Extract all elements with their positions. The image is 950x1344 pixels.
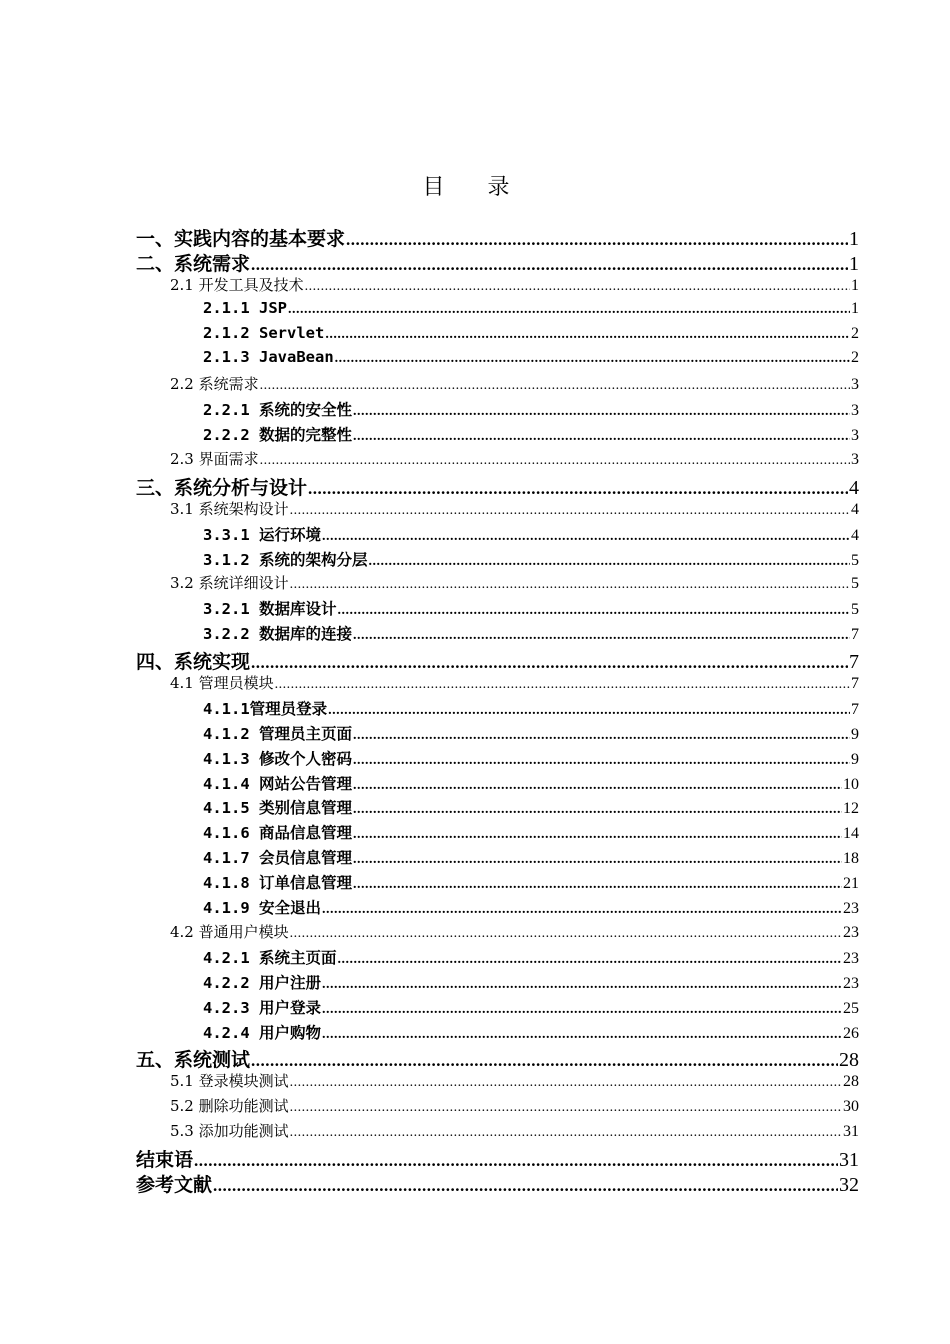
toc-page-number: 5: [851, 601, 859, 619]
toc-entry[interactable]: [136, 896, 859, 921]
toc-dot-leader: [335, 351, 850, 367]
table-of-contents: [136, 224, 859, 1195]
toc-dot-leader: [353, 827, 842, 843]
toc-entry-title: 一、实践内容的基本要求: [136, 228, 346, 249]
toc-entry[interactable]: [136, 249, 859, 274]
toc-page-number: 7: [851, 675, 859, 693]
toc-page-number: 12: [843, 800, 859, 818]
toc-entry[interactable]: [136, 1070, 859, 1095]
toc-entry-title: 参考文献: [136, 1173, 213, 1195]
toc-entry[interactable]: [136, 647, 859, 672]
toc-page-number: 14: [843, 825, 859, 843]
toc-entry-title: 2.1.2 Servlet: [203, 323, 325, 342]
toc-dot-leader: [322, 977, 842, 993]
toc-entry-title: 四、系统实现: [136, 651, 251, 673]
toc-page-number: 28: [839, 1049, 859, 1071]
toc-page-number: 4: [851, 500, 859, 518]
toc-entry-title: 2.1.1 JSP: [203, 298, 287, 317]
toc-page-number: 1: [851, 299, 859, 317]
toc-entry-title: 2.2 系统需求: [170, 375, 259, 394]
toc-page-number: 21: [843, 875, 859, 893]
toc-dot-leader: [353, 753, 850, 769]
toc-dot-leader: [353, 728, 850, 744]
toc-dot-leader: [338, 952, 843, 968]
toc-entry-title: 4.1.5 类别信息管理: [203, 799, 352, 818]
toc-page-number: 7: [851, 626, 859, 644]
toc-dot-leader: [322, 1027, 842, 1043]
toc-page-number: 23: [843, 923, 859, 941]
toc-dot-leader: [322, 902, 842, 918]
toc-entry[interactable]: [136, 772, 859, 797]
toc-page-number: 1: [849, 228, 859, 249]
toc-entry[interactable]: [136, 971, 859, 996]
toc-page-number: 7: [849, 651, 859, 673]
toc-entry-title: 2.2.1 系统的安全性: [203, 401, 352, 420]
toc-dot-leader: [322, 529, 850, 545]
toc-entry-title: 4.1.8 订单信息管理: [203, 874, 352, 893]
toc-dot-leader: [353, 404, 850, 420]
toc-dot-leader: [353, 429, 850, 445]
toc-entry[interactable]: [136, 846, 859, 871]
toc-entry[interactable]: [136, 1045, 859, 1070]
toc-entry-title: 3.2.2 数据库的连接: [203, 625, 352, 644]
toc-page-number: 23: [843, 949, 859, 967]
toc-page-number: 25: [843, 999, 859, 1017]
toc-entry[interactable]: [136, 299, 859, 324]
toc-dot-leader: [353, 852, 842, 868]
toc-dot-leader: [290, 1125, 842, 1141]
toc-entry[interactable]: [136, 871, 859, 896]
toc-page-number: 3: [851, 376, 859, 394]
toc-entry[interactable]: [136, 622, 859, 647]
toc-entry-title: 4.2.2 用户注册: [203, 973, 321, 992]
toc-entry-title: 三、系统分析与设计: [136, 476, 308, 498]
toc-entry-title: 2.2.2 数据的完整性: [203, 426, 352, 445]
toc-page-number: 23: [843, 974, 859, 992]
toc-dot-leader: [288, 302, 850, 318]
toc-entry[interactable]: [136, 423, 859, 448]
toc-entry[interactable]: [136, 572, 859, 597]
toc-entry-title: 5.3 添加功能测试: [170, 1122, 289, 1141]
toc-dot-leader: [290, 577, 850, 593]
toc-title: 目 录: [422, 175, 528, 200]
toc-entry[interactable]: [136, 672, 859, 697]
toc-entry-title: 4.1.2 管理员主页面: [203, 724, 352, 743]
toc-dot-leader: [275, 677, 850, 693]
toc-page-number: 26: [843, 1024, 859, 1042]
toc-entry-title: 4.1.6 商品信息管理: [203, 824, 352, 843]
toc-entry-title: 5.1 登录模块测试: [170, 1072, 289, 1091]
toc-entry[interactable]: [136, 1021, 859, 1046]
toc-dot-leader: [290, 926, 842, 942]
toc-entry[interactable]: [136, 1095, 859, 1120]
toc-dot-leader: [338, 603, 851, 619]
toc-dot-leader: [290, 1075, 842, 1091]
toc-entry[interactable]: [136, 747, 859, 772]
toc-entry[interactable]: [136, 722, 859, 747]
toc-entry[interactable]: [136, 224, 859, 249]
toc-page-number: 31: [839, 1148, 859, 1170]
toc-entry[interactable]: [136, 697, 859, 722]
toc-dot-leader: [260, 453, 850, 469]
toc-page-number: 7: [851, 700, 859, 718]
toc-page-number: 9: [851, 750, 859, 768]
toc-entry[interactable]: [136, 523, 859, 548]
toc-entry-title: 3.2 系统详细设计: [170, 574, 289, 593]
toc-dot-leader: [194, 1151, 838, 1170]
toc-entry-title: 3.3.1 运行环境: [203, 525, 321, 544]
toc-dot-leader: [251, 1051, 838, 1070]
toc-entry-title: 3.1 系统架构设计: [170, 499, 289, 518]
toc-dot-leader: [308, 479, 848, 498]
toc-entry[interactable]: [136, 821, 859, 846]
toc-page-number: 2: [851, 324, 859, 342]
toc-page-number: 9: [851, 725, 859, 743]
toc-entry-title: 2.1 开发工具及技术: [170, 275, 304, 294]
toc-entry-title: 五、系统测试: [136, 1049, 251, 1071]
toc-dot-leader: [369, 554, 851, 570]
toc-entry[interactable]: [136, 324, 859, 349]
toc-entry[interactable]: [136, 348, 859, 373]
toc-entry[interactable]: [136, 448, 859, 473]
toc-page-number: 18: [843, 850, 859, 868]
toc-entry-title: 4.2.1 系统主页面: [203, 948, 337, 967]
toc-entry[interactable]: [136, 1170, 859, 1195]
toc-entry-title: 3.1.2 系统的架构分层: [203, 550, 368, 569]
toc-dot-leader: [353, 778, 842, 794]
toc-page-number: 5: [851, 575, 859, 593]
toc-entry-title: 3.2.1 数据库设计: [203, 600, 337, 619]
toc-page-number: 30: [843, 1098, 859, 1116]
toc-entry-title: 4.2 普通用户模块: [170, 922, 289, 941]
toc-entry[interactable]: [136, 1145, 859, 1170]
toc-entry[interactable]: [136, 274, 859, 299]
toc-entry-title: 结束语: [136, 1148, 194, 1170]
toc-page-number: 4: [849, 476, 859, 498]
toc-dot-leader: [325, 327, 850, 343]
toc-dot-leader: [251, 255, 848, 274]
toc-dot-leader: [353, 877, 842, 893]
toc-entry[interactable]: [136, 473, 859, 498]
toc-page-number: 28: [843, 1073, 859, 1091]
toc-entry[interactable]: [136, 548, 859, 573]
toc-page-number: 32: [839, 1173, 859, 1195]
toc-page-number: 1: [849, 252, 859, 274]
toc-entry-title: 2.3 界面需求: [170, 450, 259, 469]
toc-dot-leader: [290, 503, 850, 519]
toc-page-number: 2: [851, 349, 859, 367]
toc-page-number: 4: [851, 526, 859, 544]
toc-dot-leader: [346, 230, 848, 249]
toc-page-number: 5: [851, 551, 859, 569]
toc-dot-leader: [328, 703, 850, 719]
toc-entry[interactable]: [136, 498, 859, 523]
toc-entry[interactable]: [136, 1120, 859, 1145]
toc-dot-leader: [305, 279, 850, 295]
toc-entry-title: 2.1.3 JavaBean: [203, 348, 334, 367]
toc-page-number: 31: [843, 1123, 859, 1141]
toc-dot-leader: [353, 802, 842, 818]
toc-entry-title: 4.1.7 会员信息管理: [203, 849, 352, 868]
toc-dot-leader: [353, 628, 850, 644]
toc-page-number: 23: [843, 900, 859, 918]
toc-entry[interactable]: [136, 796, 859, 821]
toc-page-number: 1: [851, 276, 859, 294]
toc-entry-title: 4.1.1管理员登录: [203, 699, 328, 718]
toc-page-number: 3: [851, 402, 859, 420]
toc-entry[interactable]: [136, 398, 859, 423]
toc-dot-leader: [290, 1100, 842, 1116]
toc-dot-leader: [260, 378, 850, 394]
toc-entry-title: 4.1.9 安全退出: [203, 899, 321, 918]
toc-dot-leader: [322, 1002, 842, 1018]
toc-entry-title: 4.1.4 网站公告管理: [203, 774, 352, 793]
toc-entry[interactable]: [136, 946, 859, 971]
toc-entry[interactable]: [136, 373, 859, 398]
toc-page-number: 3: [851, 451, 859, 469]
toc-dot-leader: [213, 1176, 838, 1195]
toc-entry-title: 4.1 管理员模块: [170, 674, 274, 693]
toc-entry-title: 4.1.3 修改个人密码: [203, 749, 352, 768]
toc-entry[interactable]: [136, 921, 859, 946]
toc-entry-title: 5.2 删除功能测试: [170, 1097, 289, 1116]
toc-entry[interactable]: [136, 597, 859, 622]
toc-entry[interactable]: [136, 996, 859, 1021]
toc-entry-title: 4.2.4 用户购物: [203, 1023, 321, 1042]
toc-page-number: 10: [843, 775, 859, 793]
toc-page-number: 3: [851, 427, 859, 445]
toc-dot-leader: [251, 653, 848, 672]
toc-entry-title: 4.2.3 用户登录: [203, 998, 321, 1017]
toc-entry-title: 二、系统需求: [136, 252, 251, 274]
